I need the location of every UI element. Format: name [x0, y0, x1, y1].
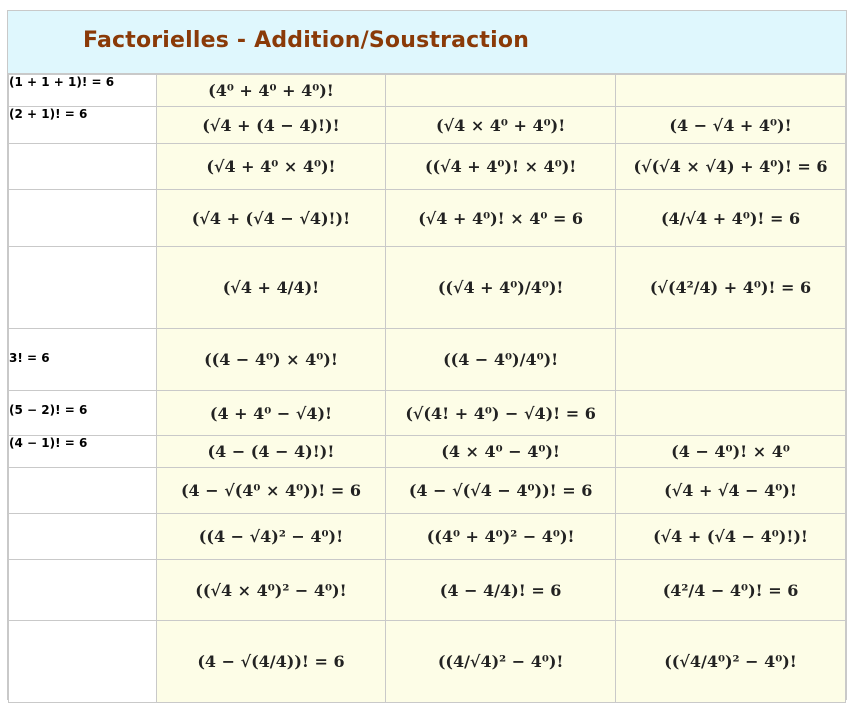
- row-label: (4 − 1)! = 6: [9, 436, 157, 468]
- table-row: [9, 107, 846, 144]
- table-row: [9, 391, 846, 436]
- row-label: [9, 190, 157, 247]
- table-row: [9, 144, 846, 190]
- table-row: [9, 75, 846, 107]
- expression-cell: (4⁰ + 4⁰ + 4⁰)!: [156, 75, 386, 107]
- expression-cell: (4²/4 − 4⁰)! = 6: [616, 560, 846, 621]
- expression-cell: ((4 − 4⁰)/4⁰)!: [386, 329, 616, 391]
- expression-cell: [616, 329, 846, 391]
- row-label: [9, 144, 157, 190]
- page-title: Factorielles - Addition/Soustraction: [83, 28, 530, 53]
- content-frame: [7, 10, 847, 700]
- expression-cell: (√4 + 4/4)!: [156, 247, 386, 329]
- expression-cell: ((4/√4)² − 4⁰)!: [386, 621, 616, 703]
- row-label: [9, 468, 157, 514]
- expression-cell: (√4 + √4 − 4⁰)!: [616, 468, 846, 514]
- row-label: [9, 514, 157, 560]
- expression-cell: (4 − √(4/4))! = 6: [156, 621, 386, 703]
- factorial-table: [8, 74, 846, 703]
- expression-cell: ((√4 × 4⁰)² − 4⁰)!: [156, 560, 386, 621]
- expression-cell: (√4 × 4⁰ + 4⁰)!: [386, 107, 616, 144]
- row-label: (2 + 1)! = 6: [9, 107, 157, 144]
- expression-cell: (4 − (4 − 4)!)!: [156, 436, 386, 468]
- expression-cell: (√(√4 × √4) + 4⁰)! = 6: [616, 144, 846, 190]
- row-label: (5 − 2)! = 6: [9, 391, 157, 436]
- expression-cell: ((4 − 4⁰) × 4⁰)!: [156, 329, 386, 391]
- expression-cell: (√4 + (4 − 4)!)!: [156, 107, 386, 144]
- expression-cell: (√4 + 4⁰)! × 4⁰ = 6: [386, 190, 616, 247]
- expression-cell: (4 − √(√4 − 4⁰))! = 6: [386, 468, 616, 514]
- expression-cell: (√4 + 4⁰ × 4⁰)!: [156, 144, 386, 190]
- expression-cell: (4 + 4⁰ − √4)!: [156, 391, 386, 436]
- expression-cell: (√4 + (√4 − √4)!)!: [156, 190, 386, 247]
- table-row: [9, 436, 846, 468]
- expression-cell: (4/√4 + 4⁰)! = 6: [616, 190, 846, 247]
- expression-cell: ((4 − √4)² − 4⁰)!: [156, 514, 386, 560]
- expression-cell: ((√4/4⁰)² − 4⁰)!: [616, 621, 846, 703]
- expression-cell: (√(4²/4) + 4⁰)! = 6: [616, 247, 846, 329]
- expression-cell: (4 − √(4⁰ × 4⁰))! = 6: [156, 468, 386, 514]
- expression-cell: [616, 75, 846, 107]
- table-row: [9, 247, 846, 329]
- table-row: [9, 514, 846, 560]
- expression-cell: (√(4! + 4⁰) − √4)! = 6: [386, 391, 616, 436]
- row-label: [9, 247, 157, 329]
- table-row: [9, 190, 846, 247]
- expression-cell: ((√4 + 4⁰)! × 4⁰)!: [386, 144, 616, 190]
- row-label: [9, 560, 157, 621]
- row-label: [9, 621, 157, 703]
- expression-cell: ((4⁰ + 4⁰)² − 4⁰)!: [386, 514, 616, 560]
- expression-cell: [386, 75, 616, 107]
- row-label: 3! = 6: [9, 329, 157, 391]
- expression-cell: (4 − √4 + 4⁰)!: [616, 107, 846, 144]
- table-row: [9, 329, 846, 391]
- title-bar: [8, 11, 846, 74]
- table-row: [9, 468, 846, 514]
- expression-cell: (4 × 4⁰ − 4⁰)!: [386, 436, 616, 468]
- expression-cell: (√4 + (√4 − 4⁰)!)!: [616, 514, 846, 560]
- table-row: [9, 560, 846, 621]
- expression-cell: ((√4 + 4⁰)/4⁰)!: [386, 247, 616, 329]
- expression-cell: (4 − 4/4)! = 6: [386, 560, 616, 621]
- row-label: (1 + 1 + 1)! = 6: [9, 75, 157, 107]
- expression-cell: (4 − 4⁰)! × 4⁰: [616, 436, 846, 468]
- expression-cell: [616, 391, 846, 436]
- table-row: [9, 621, 846, 703]
